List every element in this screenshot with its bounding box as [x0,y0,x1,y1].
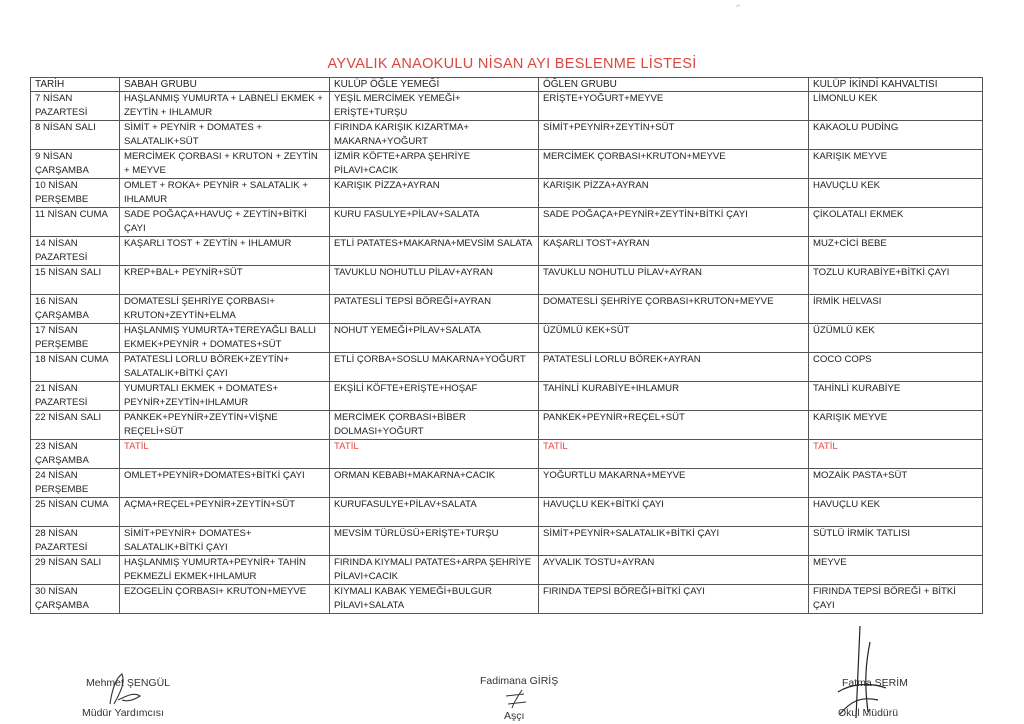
cell-ikindi: ÜZÜMLÜ KEK [809,324,983,353]
cell-ikindi: ÇİKOLATALI EKMEK [809,208,983,237]
cell-sabah: SADE POĞAÇA+HAVUÇ + ZEYTİN+BİTKİ ÇAYI [120,208,330,237]
cell-sabah: TATİL [120,440,330,469]
cell-oglen: TAVUKLU NOHUTLU PİLAV+AYRAN [539,266,809,295]
table-row [31,237,983,266]
cell-kulup-ogle: ETLİ PATATES+MAKARNA+MEVSİM SALATA [330,237,539,266]
header-sabah: SABAH GRUBU [120,78,330,92]
cell-ikindi: KARIŞIK MEYVE [809,150,983,179]
table-row [31,585,983,614]
scan-speck [735,3,741,9]
signature-role-center: Aşçı [504,710,525,722]
cell-sabah: KAŞARLI TOST + ZEYTİN + IHLAMUR [120,237,330,266]
cell-kulup-ogle: İZMİR KÖFTE+ARPA ŞEHRİYE PİLAVI+CACIK [330,150,539,179]
cell-date: 14 NİSAN PAZARTESİ [31,237,120,266]
cell-date: 16 NİSAN ÇARŞAMBA [31,295,120,324]
cell-ikindi: FIRINDA TEPSİ BÖREĞİ + BİTKİ ÇAYI [809,585,983,614]
cell-ikindi: MUZ+CİCİ BEBE [809,237,983,266]
cell-sabah: KREP+BAL+ PEYNİR+SÜT [120,266,330,295]
cell-date: 21 NİSAN PAZARTESİ [31,382,120,411]
cell-ikindi: MEYVE [809,556,983,585]
cell-oglen: KAŞARLI TOST+AYRAN [539,237,809,266]
cell-oglen: SİMİT+PEYNİR+SALATALIK+BİTKİ ÇAYI [539,527,809,556]
cell-oglen: PATATESLİ LORLU BÖREK+AYRAN [539,353,809,382]
cell-oglen: HAVUÇLU KEK+BİTKİ ÇAYI [539,498,809,527]
cell-date: 30 NİSAN ÇARŞAMBA [31,585,120,614]
cell-ikindi: KAKAOLU PUDİNG [809,121,983,150]
cell-kulup-ogle: KURU FASULYE+PİLAV+SALATA [330,208,539,237]
cell-ikindi: HAVUÇLU KEK [809,498,983,527]
table-row [31,411,983,440]
cell-sabah: SİMİT + PEYNİR + DOMATES + SALATALIK+SÜT [120,121,330,150]
cell-ikindi: TATİL [809,440,983,469]
table-row [31,208,983,237]
cell-date: 28 NİSAN PAZARTESİ [31,527,120,556]
cell-kulup-ogle: ETLİ ÇORBA+SOSLU MAKARNA+YOĞURT [330,353,539,382]
header-ikindi: KULÜP İKİNDİ KAHVALTISI [809,78,983,92]
cell-kulup-ogle: ORMAN KEBABI+MAKARNA+CACIK [330,469,539,498]
cell-sabah: HAŞLANMIŞ YUMURTA+TEREYAĞLI BALLI EKMEK+PEYNİR + DOMATES+SÜT [120,324,330,353]
signature-role-left: Müdür Yardımcısı [82,707,164,719]
table-row [31,382,983,411]
menu-table [30,77,983,614]
cell-sabah: SİMİT+PEYNİR+ DOMATES+ SALATALIK+BİTKİ ÇAYI [120,527,330,556]
cell-sabah: PATATESLİ LORLU BÖREK+ZEYTİN+ SALATALIK+BİTKİ ÇAYI [120,353,330,382]
cell-oglen: DOMATESLİ ŞEHRİYE ÇORBASI+KRUTON+MEYVE [539,295,809,324]
table-row [31,266,983,295]
cell-date: 9 NİSAN ÇARŞAMBA [31,150,120,179]
cell-ikindi: COCO COPS [809,353,983,382]
cell-oglen: KARIŞIK PİZZA+AYRAN [539,179,809,208]
cell-sabah: AÇMA+REÇEL+PEYNİR+ZEYTİN+SÜT [120,498,330,527]
cell-oglen: MERCİMEK ÇORBASI+KRUTON+MEYVE [539,150,809,179]
cell-ikindi: TAHİNLİ KURABİYE [809,382,983,411]
cell-ikindi: İRMİK HELVASI [809,295,983,324]
cell-oglen: SADE POĞAÇA+PEYNİR+ZEYTİN+BİTKİ ÇAYI [539,208,809,237]
cell-kulup-ogle: TATİL [330,440,539,469]
cell-sabah: DOMATESLİ ŞEHRİYE ÇORBASI+ KRUTON+ZEYTİN+ELMA [120,295,330,324]
cell-ikindi: SÜTLÜ İRMİK TATLISI [809,527,983,556]
signature-name-left: Mehmet ŞENGÜL [86,677,171,689]
cell-sabah: YUMURTALI EKMEK + DOMATES+ PEYNİR+ZEYTİN+IHLAMUR [120,382,330,411]
cell-kulup-ogle: NOHUT YEMEĞİ+PİLAV+SALATA [330,324,539,353]
cell-sabah: HAŞLANMIŞ YUMURTA + LABNELİ EKMEK + ZEYTİN + IHLAMUR [120,92,330,121]
cell-sabah: OMLET + ROKA+ PEYNİR + SALATALIK + IHLAMUR [120,179,330,208]
table-row [31,324,983,353]
cell-kulup-ogle: KURUFASULYE+PİLAV+SALATA [330,498,539,527]
header-kulup-ogle: KULÜP ÖĞLE YEMEĞİ [330,78,539,92]
cell-date: 7 NİSAN PAZARTESİ [31,92,120,121]
table-row [31,556,983,585]
cell-sabah: EZOGELİN ÇORBASI+ KRUTON+MEYVE [120,585,330,614]
cell-kulup-ogle: TAVUKLU NOHUTLU PİLAV+AYRAN [330,266,539,295]
cell-oglen: PANKEK+PEYNİR+REÇEL+SÜT [539,411,809,440]
table-row [31,92,983,121]
signature-name-right: Fatma SERİM [842,677,908,689]
cell-date: 25 NİSAN CUMA [31,498,120,527]
cell-kulup-ogle: KIYMALI KABAK YEMEĞİ+BULGUR PİLAVI+SALATA [330,585,539,614]
cell-date: 24 NİSAN PERŞEMBE [31,469,120,498]
cell-oglen: FIRINDA TEPSİ BÖREĞİ+BİTKİ ÇAYI [539,585,809,614]
document-title: AYVALIK ANAOKULU NİSAN AYI BESLENME LİSTESİ [327,56,697,72]
table-row [31,121,983,150]
menu-body [31,92,983,614]
cell-kulup-ogle: FIRINDA KARIŞIK KIZARTMA+ MAKARNA+YOĞURT [330,121,539,150]
cell-oglen: ÜZÜMLÜ KEK+SÜT [539,324,809,353]
table-row [31,527,983,556]
signature-name-center: Fadimana GİRİŞ [480,675,559,687]
cell-oglen: ERİŞTE+YOĞURT+MEYVE [539,92,809,121]
cell-date: 22 NİSAN SALI [31,411,120,440]
cell-date: 10 NİSAN PERŞEMBE [31,179,120,208]
table-row [31,440,983,469]
cell-kulup-ogle: MEVSİM TÜRLÜSÜ+ERİŞTE+TURŞU [330,527,539,556]
cell-sabah: PANKEK+PEYNİR+ZEYTİN+VİŞNE REÇELİ+SÜT [120,411,330,440]
table-row [31,295,983,324]
signature-role-right: Okul Müdürü [838,707,899,719]
signature-scribble-right [830,622,890,722]
cell-ikindi: KARIŞIK MEYVE [809,411,983,440]
cell-date: 8 NİSAN SALI [31,121,120,150]
signature-scribble-center [502,688,530,710]
cell-date: 17 NİSAN PERŞEMBE [31,324,120,353]
cell-oglen: SİMİT+PEYNİR+ZEYTİN+SÜT [539,121,809,150]
table-row [31,353,983,382]
header-oglen: ÖĞLEN GRUBU [539,78,809,92]
header-date: TARİH [31,78,120,92]
table-row [31,469,983,498]
table-row [31,150,983,179]
cell-oglen: AYVALIK TOSTU+AYRAN [539,556,809,585]
cell-oglen: TATİL [539,440,809,469]
cell-oglen: YOĞURTLU MAKARNA+MEYVE [539,469,809,498]
cell-date: 29 NİSAN SALI [31,556,120,585]
cell-kulup-ogle: PATATESLİ TEPSİ BÖREĞİ+AYRAN [330,295,539,324]
cell-date: 15 NİSAN SALI [31,266,120,295]
table-row [31,498,983,527]
signature-scribble-left [104,670,144,710]
cell-ikindi: HAVUÇLU KEK [809,179,983,208]
cell-sabah: MERCİMEK ÇORBASI + KRUTON + ZEYTİN + MEYVE [120,150,330,179]
header-row [31,78,983,92]
cell-kulup-ogle: FIRINDA KIYMALI PATATES+ARPA ŞEHRİYE PİLAVI+CACIK [330,556,539,585]
cell-kulup-ogle: YEŞİL MERCİMEK YEMEĞİ+ ERİŞTE+TURŞU [330,92,539,121]
cell-kulup-ogle: MERCİMEK ÇORBASI+BİBER DOLMASI+YOĞURT [330,411,539,440]
cell-kulup-ogle: KARIŞIK PİZZA+AYRAN [330,179,539,208]
cell-date: 23 NİSAN ÇARŞAMBA [31,440,120,469]
cell-oglen: TAHİNLİ KURABİYE+IHLAMUR [539,382,809,411]
cell-sabah: OMLET+PEYNİR+DOMATES+BİTKİ ÇAYI [120,469,330,498]
cell-sabah: HAŞLANMIŞ YUMURTA+PEYNİR+ TAHİN PEKMEZLİ EKMEK+IHLAMUR [120,556,330,585]
cell-ikindi: LİMONLU KEK [809,92,983,121]
cell-date: 18 NİSAN CUMA [31,353,120,382]
cell-kulup-ogle: EKŞİLİ KÖFTE+ERİŞTE+HOŞAF [330,382,539,411]
cell-date: 11 NİSAN CUMA [31,208,120,237]
cell-ikindi: MOZAİK PASTA+SÜT [809,469,983,498]
cell-ikindi: TOZLU KURABİYE+BİTKİ ÇAYI [809,266,983,295]
table-row [31,179,983,208]
